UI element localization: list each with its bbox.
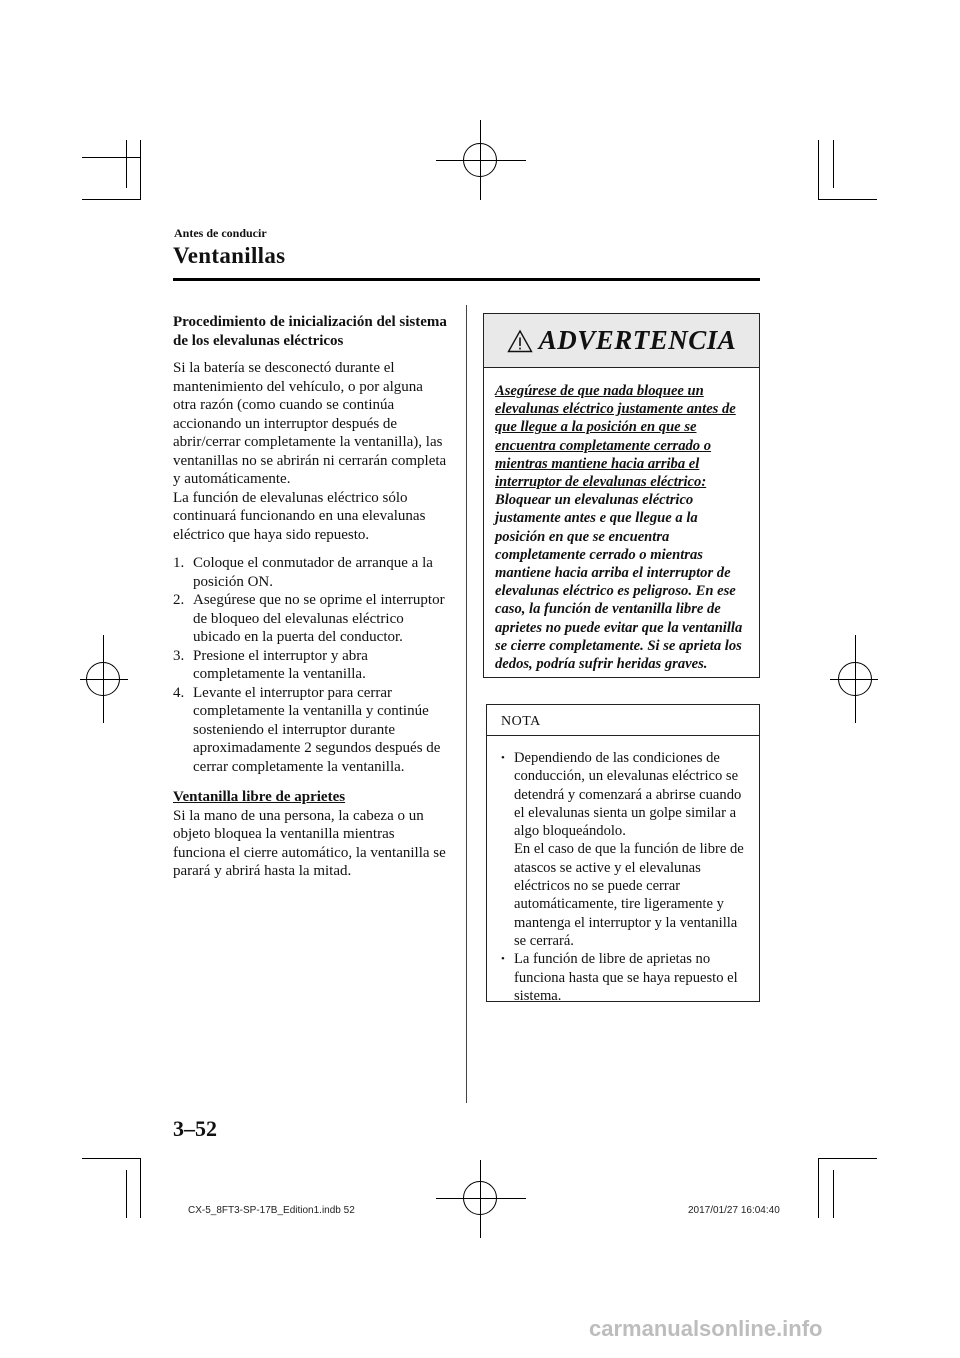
step-item [173, 591, 448, 647]
step-number: 1. [173, 555, 185, 571]
step-item [173, 554, 448, 591]
bullet-icon: • [501, 752, 505, 764]
page-number: 3–52 [173, 1116, 217, 1141]
note-body [487, 736, 759, 1005]
step-number: 2. [173, 592, 185, 608]
warning-header [484, 314, 759, 368]
anti-pinch-heading: Ventanilla libre de aprietes [173, 789, 346, 805]
footer-timestamp: 2017/01/27 16:04:40 [688, 1205, 780, 1216]
warning-triangle-icon [507, 329, 533, 353]
warning-underlined-text: Asegúrese de que nada bloquee un elevalunas eléctrico justamente antes de que llegue a la posición en que se encuentra completamente cerrado o mientras mantiene hacia arriba el interruptor de elevalunas eléctrico: [495, 383, 736, 491]
step-text: Asegúrese que no se oprime el interruptor de bloqueo del elevalunas eléctrico ubicado en la puerta del conductor. [193, 592, 445, 645]
left-column [173, 313, 448, 881]
warning-box [483, 313, 760, 678]
note-box [486, 704, 760, 1002]
init-procedure-heading: Procedimiento de inicialización del sistema de los elevalunas eléctricos [173, 314, 447, 349]
anti-pinch-paragraph: Si la mano de una persona, la cabeza o un objeto bloquea la ventanilla mientras funciona el cierre automático, la ventanilla se parará y abrirá hasta la mitad. [173, 807, 446, 879]
footer-file-info: CX-5_8FT3-SP-17B_Edition1.indb 52 [188, 1205, 355, 1216]
column-divider [466, 305, 467, 1103]
step-text: Presione el interruptor y abra completamente la ventanilla. [193, 647, 368, 682]
warning-title: ADVERTENCIA [538, 325, 737, 355]
step-text: Coloque el conmutador de arranque a la posición ON. [193, 555, 433, 590]
warning-body-text: Bloquear un elevalunas eléctrico justamente antes e que llegue a la posición en que se encuentra completamente cerrado o mientras mantiene hacia arriba el interruptor de elevalunas eléctrico es peligroso. En ese caso, la función de ventanilla libre de aprietes no puede evitar que la ventanilla se cierre completamente. Si se aprieta los dedos, podría sufrir heridas graves. [495, 492, 743, 673]
note-item [499, 950, 751, 1005]
note-item-text: La función de libre de aprietas no funciona hasta que se haya repuesto el sistema. [514, 951, 738, 1004]
bullet-icon: • [501, 953, 505, 966]
step-item [173, 647, 448, 684]
step-item [173, 684, 448, 777]
note-title: NOTA [487, 705, 759, 736]
note-item-text: Dependiendo de las condiciones de conducción, un elevalunas eléctrico se detendrá y comenzará a abrirse cuando el elevalunas sienta un golpe similar a algo bloqueándolo. [514, 750, 742, 840]
step-text: Levante el interruptor para cerrar completamente la ventanilla y continúe sosteniendo el interruptor durante aproximadamente 2 segundos después de cerrar completamente la ventanilla. [193, 684, 441, 775]
page-title: Ventanillas [173, 243, 286, 268]
note-item [499, 749, 751, 950]
second-paragraph: La función de elevalunas eléctrico sólo continuará funcionando en una elevalunas eléctrico que haya sido repuesto. [173, 489, 426, 543]
step-number: 3. [173, 647, 185, 664]
header-rule [173, 278, 760, 281]
section-label: Antes de conducir [174, 226, 267, 240]
warning-body [484, 368, 759, 673]
note-item-text: En el caso de que la función de libre de atascos se active y el elevalunas eléctricos no se puede cerrar automáticamente, tire ligeramente y mantenga el interruptor y la ventanilla se cerrará. [514, 841, 744, 949]
step-number: 4. [173, 684, 185, 701]
intro-paragraph: Si la batería se desconectó durante el mantenimiento del vehículo, o por alguna otra razón (como cuando se continúa accionando un interruptor después de abrir/cerrar completamente la ventanilla), las ventanillas no se abrirán ni cerrarán completa y automáticamente. [173, 360, 447, 487]
watermark: carmanualsonline.info [589, 1316, 823, 1341]
procedure-steps [173, 554, 448, 776]
note-list [499, 749, 751, 1005]
